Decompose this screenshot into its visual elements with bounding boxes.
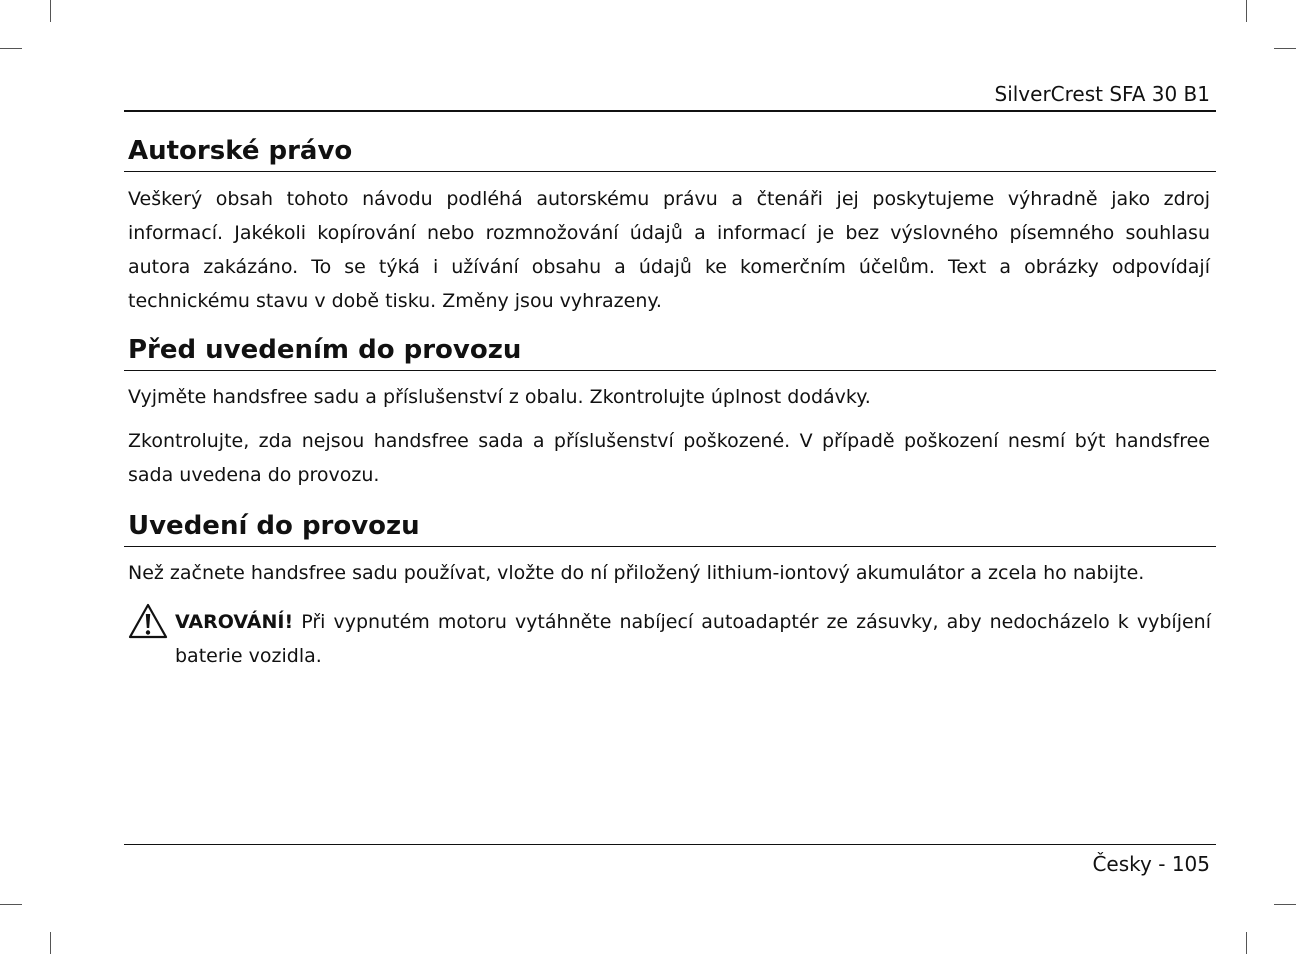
warning-triangle-icon: [128, 603, 168, 639]
warning-text: Při vypnutém motoru vytáhněte nabíjecí autoadaptér ze zásuvky, aby nedocházelo k vybíjení baterie vozidla.: [175, 611, 1211, 667]
footer-rule: [124, 844, 1216, 845]
crop-mark: [0, 48, 22, 49]
unpack-paragraph: Vyjměte handsfree sadu a příslušenství z obalu. Zkontrolujte úplnost dodávky.: [128, 386, 871, 408]
crop-mark: [1246, 932, 1247, 954]
footer-separator: -: [1151, 852, 1172, 876]
crop-mark: [50, 0, 51, 22]
copyright-paragraph: Veškerý obsah tohoto návodu podléhá autorskému právu a čtenáři jej poskytujeme výhradně jako zdroj informací. Jakékoli kopírování nebo rozmnožování údajů a informací je bez výslovného písemného souhlasu autora zakázáno. To se týká i užívání obsahu a údajů ke komerčním účelům. Text a obrázky odpovídají technickému stavu v době tisku. Změny jsou vyhrazeny.: [128, 188, 1210, 312]
crop-mark: [1274, 904, 1296, 905]
crop-mark: [1246, 0, 1247, 22]
check-damage-paragraph: Zkontrolujte, zda nejsou handsfree sada a příslušenství poškozené. V případě poškození nesmí být handsfree sada uvedena do provozu.: [128, 430, 1210, 486]
header-rule: [124, 110, 1216, 112]
warning-paragraph: [175, 605, 1211, 673]
page-header-product: SilverCrest SFA 30 B1: [994, 82, 1210, 106]
footer-language: Česky: [1092, 852, 1152, 876]
page-footer: [1092, 852, 1210, 876]
section-rule: [124, 171, 1216, 172]
section-heading-operation: Uvedení do provozu: [128, 511, 420, 541]
section-rule: [124, 546, 1216, 547]
crop-mark: [50, 932, 51, 954]
section-heading-copyright: Autorské právo: [128, 136, 353, 166]
page-number: 105: [1171, 852, 1210, 876]
section-rule: [124, 370, 1216, 371]
crop-mark: [1274, 48, 1296, 49]
crop-mark: [0, 904, 22, 905]
warning-label: VAROVÁNÍ!: [175, 611, 294, 633]
battery-paragraph: Než začnete handsfree sadu používat, vložte do ní přiložený lithium-iontový akumulátor a zcela ho nabijte.: [128, 562, 1145, 584]
section-heading-before-operation: Před uvedením do provozu: [128, 335, 522, 365]
